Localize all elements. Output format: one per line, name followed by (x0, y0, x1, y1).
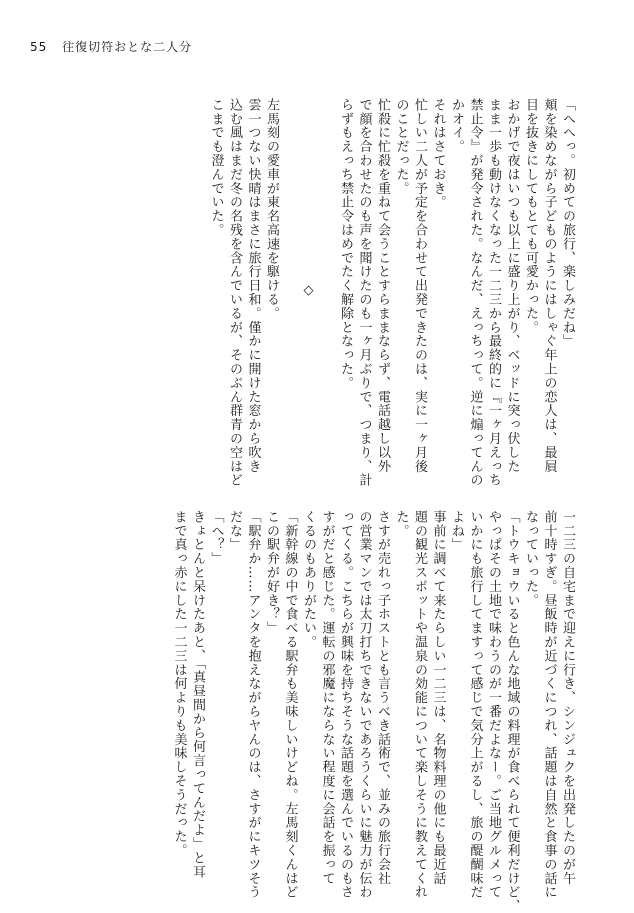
text-line: なっていった。 (523, 510, 538, 608)
text-line: 目を抜きにしてもとても可愛かった。 (523, 98, 538, 335)
text-line: 「新幹線の中で食べる駅弁も美味しいけどね。左馬刻くんはど (282, 510, 298, 900)
text-line: まで真っ赤にした一二三は何よりも美味しそうだった。 (171, 510, 187, 858)
text-line: 「トウキョウいると色んな地域の料理が食べられて便利だけど、 (504, 510, 520, 913)
text-line: 一二三の自宅まで迎えに行き、シンジュクを出発したのが午 (560, 510, 575, 886)
text-line: 頬を染めながら子どものようにはしゃぐ年上の恋人は、最屓 (541, 98, 557, 474)
running-title: 往復切符おとな二人分 (62, 40, 193, 54)
text-line: のことだった。 (393, 98, 409, 196)
text-line: まま一歩も動けなくなった一二三から最終的に『一ヶ月えっち (486, 98, 501, 488)
text-line: 「へへっ。初めての旅行、楽しみだね」 (560, 98, 575, 349)
text-line: こまでも澄んでいた。 (208, 98, 224, 237)
text-line: 前十時すぎ。昼飯時が近づくにつれ、話題は自然と食事の話に (541, 510, 557, 900)
upper-text-block (58, 98, 576, 488)
text-line: おかげで夜はいつも以上に盛り上がり、ベッドに突っ伏した (504, 98, 520, 474)
text-line: 忙殺に忙殺を重ねて会うことすらままならず、電話越し以外 (375, 98, 390, 474)
text-line: 題の観光スポットや温泉の効能について楽しそうに教えてくれ (412, 510, 427, 900)
text-line: すがだと感じた。運転の邪魔にならない程度に会話を振って (319, 510, 335, 886)
blank-line (280, 98, 299, 470)
text-line: 「駅弁か……アンタを抱えながらヤんのは、さすがにキツそう (245, 510, 261, 900)
text-line: の営業マンでは太刀打ちできないであろうくらいに魅力が伝わ (356, 510, 372, 900)
text-line: で顔を合わせたのも声を聞けたのも一ヶ月ぶりで、つまり、計 (356, 98, 372, 488)
text-line: 禁止令』が発令された。なんだ、えっちって。逆に煽ってんの (467, 98, 483, 488)
text-line: さすが売れっ子ホストとも言うべき話術で、並みの旅行会社 (375, 510, 390, 886)
text-line: 忙しい二人が予定を合わせて出発できたのは、実に一ヶ月後 (412, 98, 427, 474)
text-line: きょとんと呆けたあと、「真昼間から何言ってんだよ」と耳 (190, 510, 205, 879)
text-line: かオイ。 (449, 98, 464, 154)
section-divider: ◇ (301, 283, 316, 299)
text-line: いかにも旅行してますって感じで気分上がるし、旅の醍醐味だ (467, 510, 483, 900)
text-line: よね」 (449, 510, 464, 552)
text-line: 「へ？」 (208, 510, 224, 566)
text-line: この駅弁が好き？」 (264, 510, 279, 636)
text-line: 込む風はまだ冬の名残を含んでいるが、そのぶん群青の空はど (227, 98, 242, 488)
text-line: 雲一つない快晴はまさに旅行日和。僅かに開けた窓から吹き (245, 98, 261, 474)
text-line: らずもえっち禁止令はめでたく解除となった。 (338, 98, 353, 390)
text-line: くるのもありがたい。 (301, 510, 316, 649)
text-line: ってくる。こちらが興味を持ちそうな話題を選んでいるのもさ (338, 510, 353, 900)
text-line: だな」 (227, 510, 242, 552)
running-header (30, 38, 192, 55)
text-line: やっぱその土地で味わうのが一番だよなー。ご当地グルメって (486, 510, 501, 900)
text-line: た。 (393, 510, 409, 538)
blank-line (317, 98, 336, 470)
text-line: 左馬刻の愛車が東名高速を駆ける。 (264, 98, 279, 321)
page-number: 55 (30, 40, 48, 54)
lower-text-block (58, 510, 576, 913)
text-line: 事前に調べて来たらしい一二三は、名物料理の他にも最近話 (430, 510, 446, 886)
text-line: それはさておき。 (430, 98, 446, 210)
